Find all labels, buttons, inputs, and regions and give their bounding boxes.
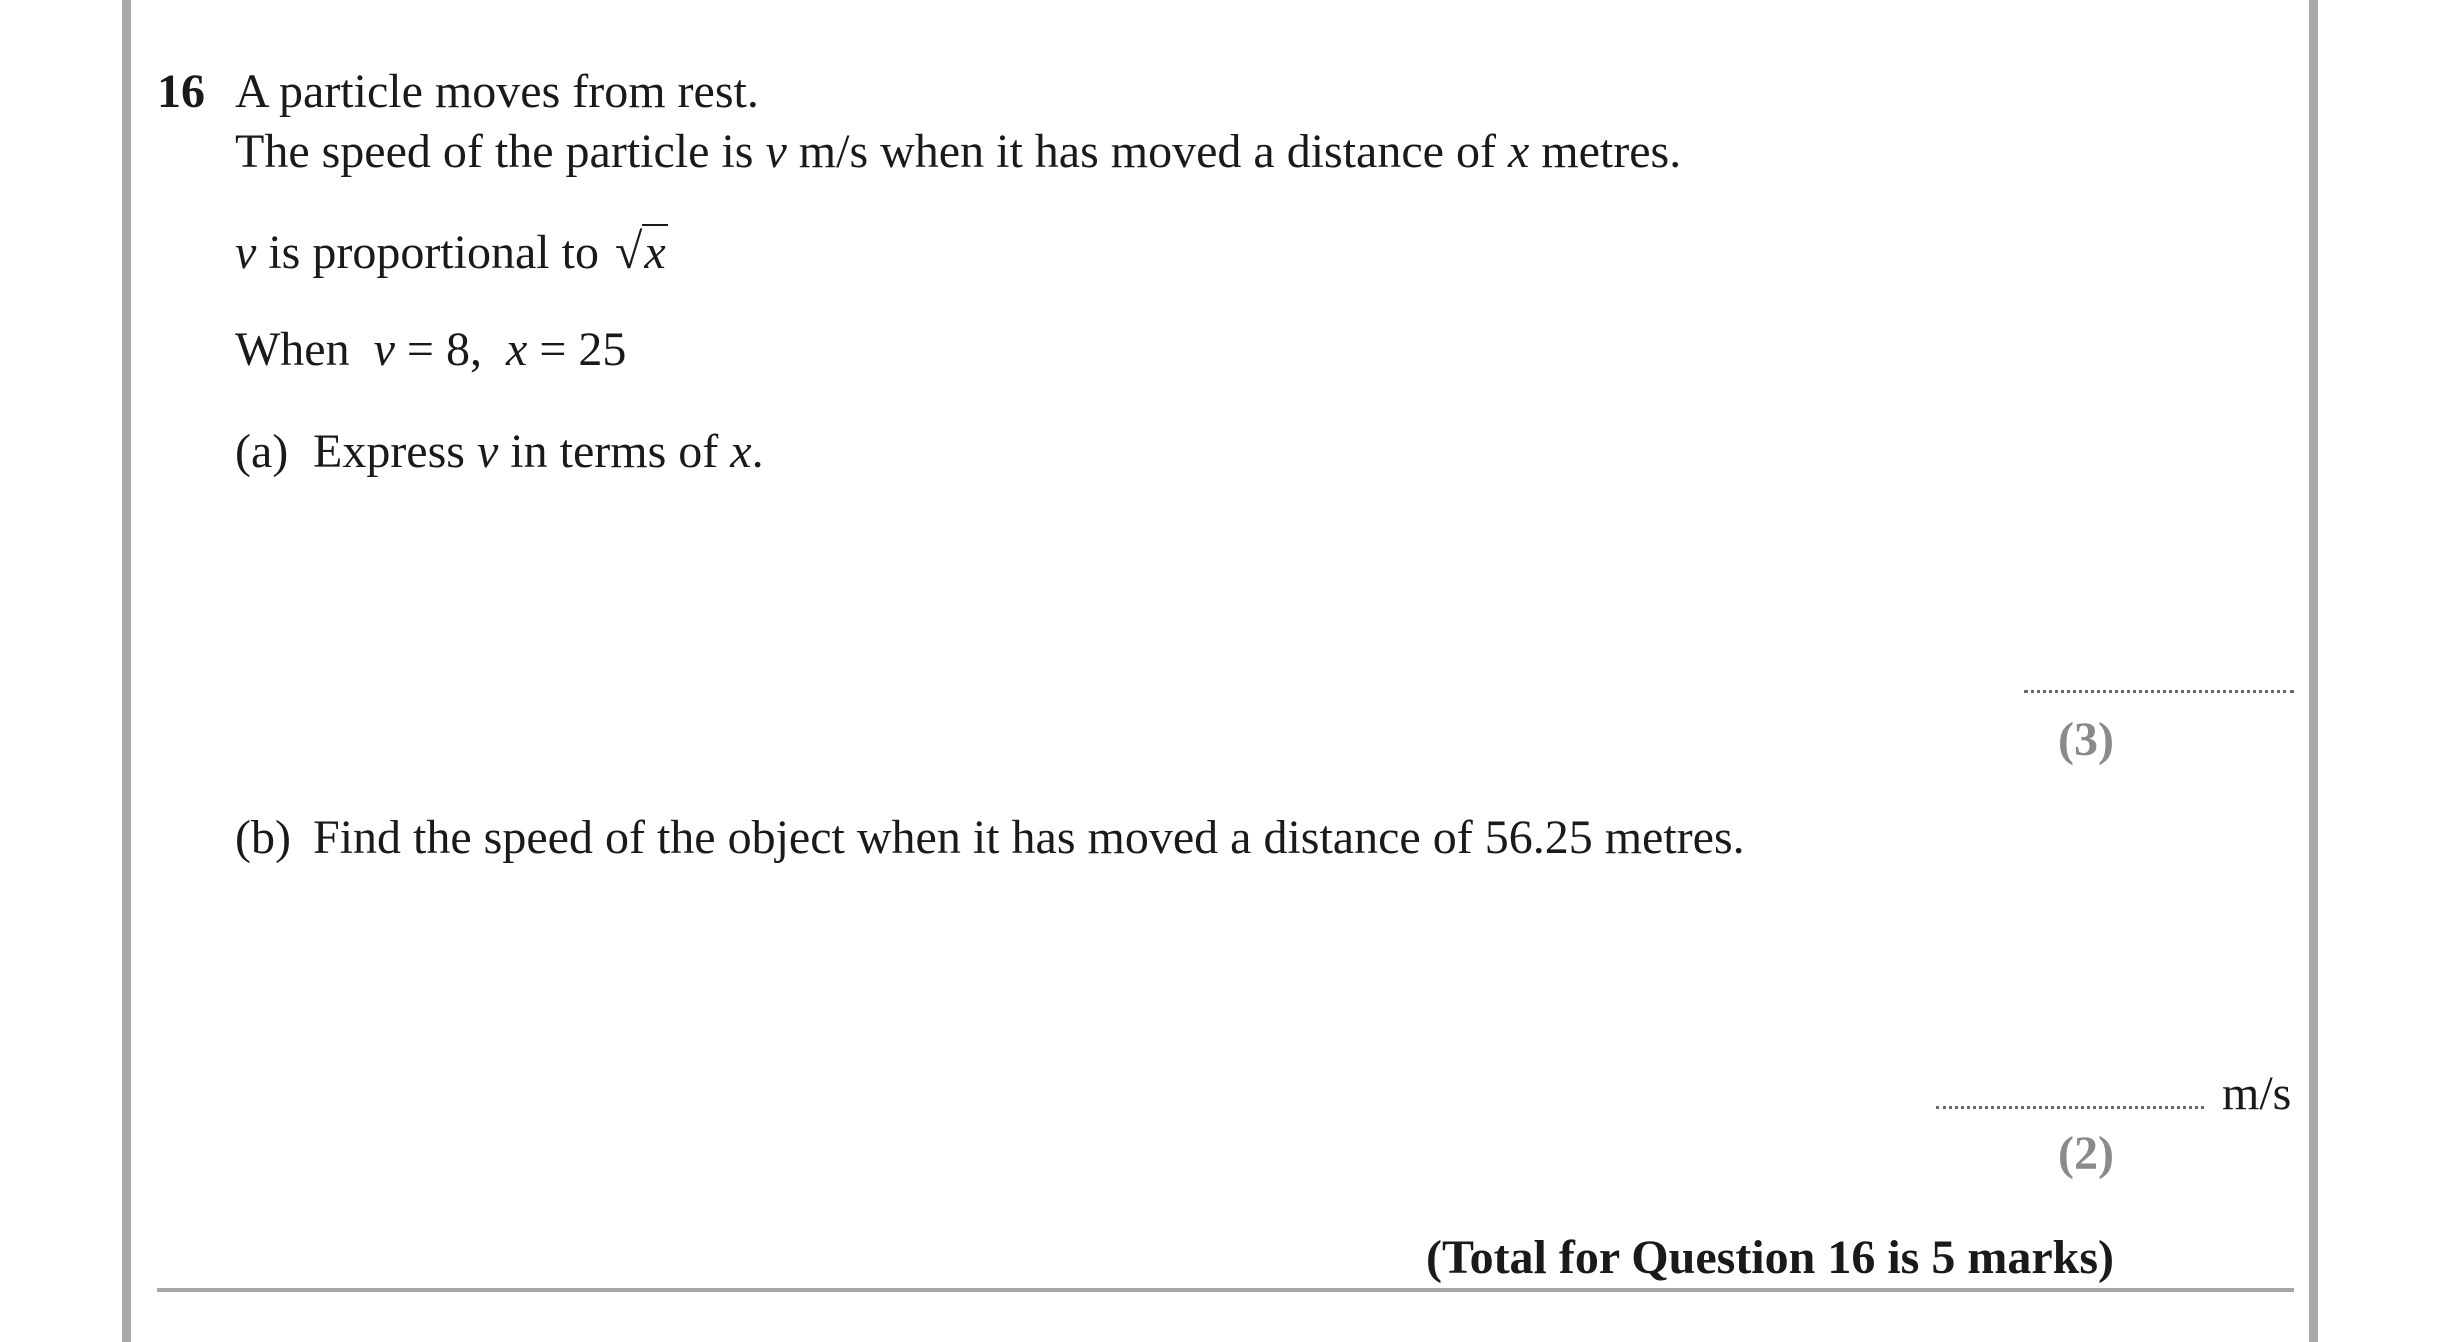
variable-v: v	[765, 125, 787, 178]
sqrt-sign: √	[614, 223, 643, 279]
intro-text-a: The speed of the particle is	[235, 125, 766, 178]
marks-a: (3)	[2058, 713, 2114, 766]
total-marks: (Total for Question 16 is 5 marks)	[1425, 1231, 2114, 1284]
variable-v: v	[373, 323, 395, 376]
answer-unit-b: m/s	[2222, 1067, 2292, 1120]
intro-line-1: A particle moves from rest.	[235, 65, 759, 118]
variable-v: v	[235, 226, 257, 279]
proportional-text: is proportional to	[256, 226, 611, 279]
when-label: When	[235, 323, 350, 376]
intro-line-2	[235, 125, 1682, 178]
part-a-text-c: .	[751, 425, 764, 478]
page-border-left	[122, 0, 131, 1342]
part-b-label: (b)	[235, 811, 291, 864]
part-b-text: Find the speed of the object when it has moved a distance of 56.25 metres.	[313, 811, 1745, 864]
part-a-label: (a)	[235, 425, 289, 478]
variable-v: v	[476, 425, 499, 478]
marks-b: (2)	[2058, 1127, 2114, 1180]
variable-x: x	[1507, 125, 1530, 178]
variable-x: x	[730, 425, 752, 478]
variable-x: x	[506, 323, 528, 376]
question-number: 16	[157, 65, 205, 118]
when-x-value: = 25	[527, 323, 627, 376]
answer-line-b[interactable]	[1936, 1106, 2204, 1109]
part-a-text	[313, 425, 764, 478]
when-line	[235, 323, 627, 376]
proportional-line	[235, 223, 668, 279]
when-v-value: = 8,	[394, 323, 482, 376]
part-a-text-a: Express	[313, 425, 477, 478]
question-divider	[157, 1288, 2294, 1292]
answer-line-a[interactable]	[2024, 690, 2294, 693]
sqrt-x	[611, 223, 668, 279]
variable-x: x	[644, 226, 666, 279]
page-border-right	[2309, 0, 2318, 1342]
intro-text-b: m/s when it has moved a distance of	[786, 125, 1508, 178]
intro-text-c: metres.	[1529, 125, 1682, 178]
part-a-text-b: in terms of	[498, 425, 731, 478]
